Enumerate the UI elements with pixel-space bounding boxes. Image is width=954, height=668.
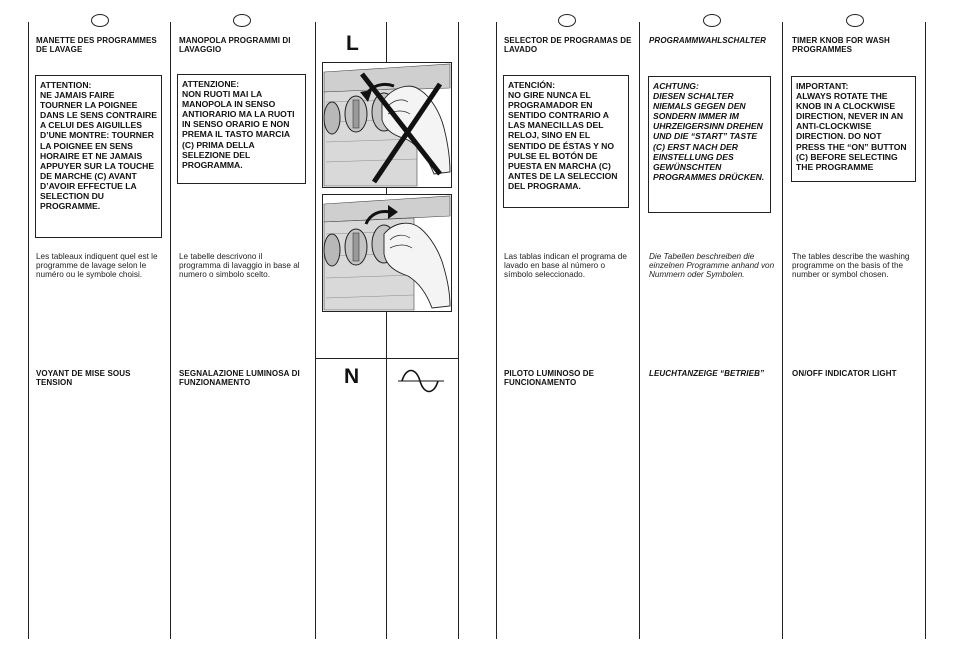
sine-wave-indicator-icon [396,368,446,396]
fr-warning-text: ATTENTION: NE JAMAIS FAIRE TOURNER LA POIGNEE DANS LE SENS CONTRAIRE A CELUI DES AIGUILLES D’UNE MONTRE: TOURNER LA POIGNEE EN SENS HORAIRE ET NE JAMAIS APPUYER SUR LA TOUCHE DE MARCHE (C) AVANT D’AVOIR EFFECTUE LA SELECTION DU PROGRAMME. [40,80,157,212]
header-marker-en [846,14,864,27]
header-marker-fr [91,14,109,27]
de-description: Die Tabellen beschreiben die einzelnen Programme anhand von Nummern oder Symbolen. [649,252,775,280]
column-divider [639,22,640,639]
right-rotation-illustration [322,194,452,312]
it-description: Le tabelle descrivono il programma di lavaggio in base al numero o simbolo scelto. [179,252,300,280]
wrong-rotation-illustration [322,62,452,188]
column-divider [782,22,783,639]
column-divider [170,22,171,639]
fr-programme-title: MANETTE DES PROGRAMMES DE LAVAGE [36,36,157,54]
it-warning-box [177,74,306,184]
fr-description: Les tableaux indiquent quel est le programme de lavage selon le numéro ou le symbole choisi. [36,252,158,280]
header-marker-es [558,14,576,27]
section-divider [315,358,459,359]
fr-indicator-title: VOYANT DE MISE SOUS TENSION [36,369,131,387]
de-programme-title: PROGRAMMWAHLSCHALTER [649,36,766,45]
header-marker-de [703,14,721,27]
de-warning-box [648,76,771,213]
es-description: Las tablas indican el programa de lavado en base al número o símbolo seleccionado. [504,252,627,280]
header-marker-it [233,14,251,27]
column-divider [315,22,316,639]
de-warning-text: ACHTUNG: DIESEN SCHALTER NIEMALS GEGEN DEN SONDERN IMMER IM UHRZEIGERSINN DREHEN UND DIE “START” TASTE (C) ERST NACH DER EINSTELLUNG DES GEWÜNSCHTEN PROGRAMMES DRÜCKEN. [653,81,765,182]
column-divider [925,22,926,639]
es-warning-text: ATENCIÓN: NO GIRE NUNCA EL PROGRAMADOR EN SENTIDO CONTRARIO A LAS MANECILLAS DEL RELOJ, SINO EN EL SENTIDO DE ÉSTAS Y NO PULSE EL BOTÓN DE PUESTA EN MARCHA (C) ANTES DE LA SELECCION DEL PROGRAMA. [508,80,618,191]
it-warning-text: ATTENZIONE: NON RUOTI MAI LA MANOPOLA IN SENSO ANTIORARIO MA LA RUOTI IN SENSO ORARIO E NON PREMA IL TASTO MARCIA (C) PRIMA DELLA SELEZIONE DEL PROGRAMMA. [182,79,295,170]
column-divider [496,22,497,639]
es-indicator-title: PILOTO LUMINOSO DE FUNCIONAMENTO [504,369,595,387]
it-indicator-title: SEGNALAZIONE LUMINOSA DI FUNZIONAMENTO [179,369,300,387]
column-divider [458,22,459,639]
en-indicator-title: ON/OFF INDICATOR LIGHT [792,369,897,378]
es-warning-box [503,75,629,208]
column-divider [28,22,29,639]
en-description: The tables describe the washing programme on the basis of the number or symbol chosen. [792,252,910,280]
section-label-l: L [346,32,359,55]
de-indicator-title: LEUCHTANZEIGE “BETRIEB” [649,369,765,378]
en-warning-text: IMPORTANT: ALWAYS ROTATE THE KNOB IN A CLOCKWISE DIRECTION, NEVER IN AN ANTI-CLOCKWISE DIRECTION. DO NOT PRESS THE “ON” BUTTON (C) BEFORE SELECTING THE PROGRAMME [796,81,907,172]
en-warning-box [791,76,916,182]
fr-warning-box [35,75,162,238]
it-programme-title: MANOPOLA PROGRAMMI DI LAVAGGIO [179,36,291,54]
section-label-n: N [344,365,360,388]
es-programme-title: SELECTOR DE PROGRAMAS DE LAVADO [504,36,632,54]
en-programme-title: TIMER KNOB FOR WASH PROGRAMMES [792,36,890,54]
